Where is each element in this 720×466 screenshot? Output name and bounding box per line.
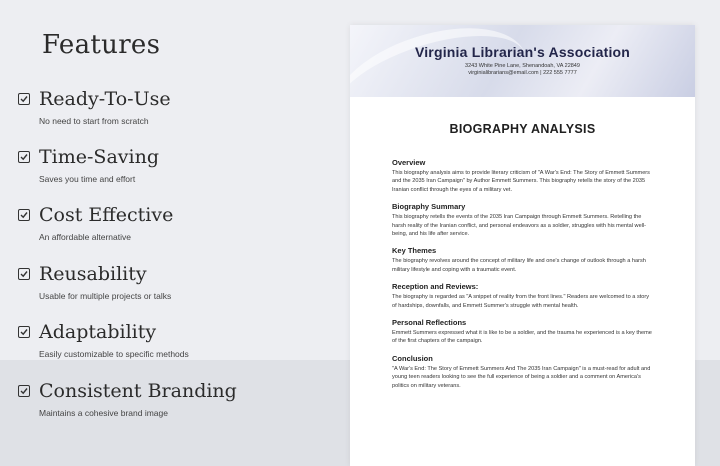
section-text: This biography analysis aims to provide literary criticism of "A War's End: The Story of Emmett Summers and the 2035 Iran Campaign" by Author Emmett Summers. This biography retells the story of the 2035 Iranian conflict through the eyes of a military vet. <box>392 170 650 193</box>
feature-subtitle: Saves you time and effort <box>39 174 136 184</box>
feature-title: Adaptability <box>39 321 157 343</box>
feature-title: Ready-To-Use <box>39 88 171 110</box>
checkbox-icon <box>18 209 30 221</box>
checkbox-icon <box>18 151 30 163</box>
feature-subtitle: No need to start from scratch <box>39 116 149 126</box>
checkbox-icon <box>18 93 30 105</box>
feature-item <box>18 200 318 242</box>
organization-contact: virginialibrarians@email.com | 222 555 7777 <box>468 70 577 76</box>
feature-title: Cost Effective <box>39 204 174 226</box>
features-panel <box>42 30 342 66</box>
feature-item <box>18 259 318 301</box>
feature-title: Consistent Branding <box>39 380 237 402</box>
section-heading: Personal Reflections <box>392 318 467 328</box>
section-heading: Conclusion <box>392 353 433 363</box>
section-text: The biography revolves around the concept of military life and one's change of outlook through a harsh military lifestyle and coping with a traumatic event. <box>392 258 646 273</box>
document-section <box>392 246 653 274</box>
document-title: BIOGRAPHY ANALYSIS <box>449 122 596 136</box>
section-text: "A War's End: The Story of Emmett Summers And The 2035 Iran Campaign" is a must-read for adult and young teen readers looking to see the full experience of being a soldier and a comment on America's politics on military veterans. <box>392 365 651 389</box>
feature-item <box>18 376 318 418</box>
feature-subtitle: Maintains a cohesive brand image <box>39 408 168 418</box>
document-section <box>392 282 653 310</box>
organization-name: Virginia Librarian's Association <box>414 44 631 60</box>
section-heading: Key Themes <box>392 246 437 256</box>
feature-item <box>18 142 318 184</box>
feature-title: Time-Saving <box>39 146 159 168</box>
organization-address: 3243 White Pine Lane, Shenandoah, VA 22849 <box>465 63 580 69</box>
document-section <box>392 318 653 346</box>
document-section <box>392 354 653 390</box>
features-title: Features <box>42 30 161 60</box>
section-heading: Overview <box>392 158 426 167</box>
section-text: This biography retells the events of the 2035 Iran Campaign through Emmett Summers. Retelling the harsh reality of the Iranian conflict, and personal endeavors as a soldier, struggles with his mental well-being, and his life after service. <box>392 214 647 238</box>
document-body <box>350 158 695 390</box>
feature-subtitle: Easily customizable to specific methods <box>39 349 189 359</box>
feature-item <box>18 84 318 126</box>
checkbox-icon <box>18 385 30 397</box>
document-header <box>350 25 695 97</box>
checkbox-icon <box>18 268 30 280</box>
document-section <box>392 202 653 238</box>
section-heading: Biography Summary <box>392 202 466 212</box>
document-preview <box>350 25 695 466</box>
feature-subtitle: An affordable alternative <box>39 232 131 242</box>
feature-title: Reusability <box>39 263 147 285</box>
document-section <box>392 158 653 194</box>
section-text: Emmett Summers expressed what it is like to be a soldier, and the trauma he experienced is a key theme of the first chapters of the campaign. <box>392 330 652 345</box>
section-heading: Reception and Reviews: <box>392 282 479 292</box>
feature-subtitle: Usable for multiple projects or talks <box>39 291 172 301</box>
checkbox-icon <box>18 326 30 338</box>
feature-item <box>18 317 318 359</box>
section-text: The biography is regarded as "A snippet of reality from the front lines." Readers are welcomed to a story of hardships, downfalls, and Emmett Summer's struggle with mental health. <box>392 294 650 309</box>
